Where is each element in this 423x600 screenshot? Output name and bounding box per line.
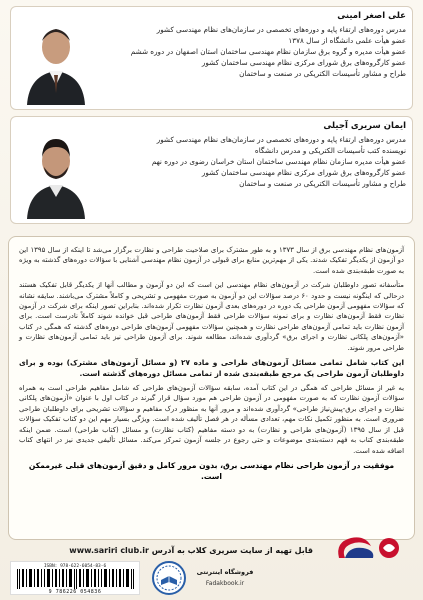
author-card-2: [10, 116, 413, 224]
bookshop-badge-icon: [150, 560, 188, 596]
isbn-label: ISBN: 978-622-6054-83-6: [43, 564, 107, 569]
shop-domain[interactable]: Fadakbook.ir: [205, 580, 245, 587]
isbn-barcode: [10, 561, 140, 595]
author-2-photo: [19, 127, 93, 219]
shop-name: فروشگاه اینترنتی: [196, 568, 254, 576]
author-1-line-5: طراح و مشاور تأسیسات الکتریکی در صنعت و ساختمان: [239, 69, 406, 78]
author-2-line-4: عضو کارگروه‌های برق شورای مرکزی نظام مهندسی ساختمان کشور: [201, 168, 406, 177]
author-1-line-2: عضو هیأت علمی دانشگاه از سال ۱۳۷۸: [288, 36, 406, 45]
author-2-bio: [96, 121, 406, 189]
author-1-photo: [19, 13, 93, 105]
website-url[interactable]: www.sariri club.ir: [69, 546, 149, 555]
author-card-1: [10, 6, 413, 110]
author-1-line-3: عضو هیأت مدیره و گروه برق سازمان نظام مهندسی ساختمان استان اصفهان در دوره ششم: [130, 47, 406, 56]
website-caption: قابل تهیه از سایت سریری کلاب به آدرس: [151, 546, 313, 555]
author-2-line-3: عضو هیأت مدیره سازمان نظام مهندسی ساختمان استان خراسان رضوی در دوره نهم: [151, 157, 406, 166]
description-panel: [8, 236, 415, 540]
barcode-icon: [15, 569, 135, 589]
author-2-portrait-icon: [19, 127, 93, 219]
online-shop-badge[interactable]: [150, 560, 260, 596]
author-1-portrait-icon: [19, 13, 93, 105]
description-paragraph-1: آزمون‌های نظام مهندسی برق از سال ۱۳۷۳ و به طور مشترک برای صلاحیت طراحی و نظارت برگزار می‌شد تا اینکه از سال ۱۳۹۵ این دو آزمون از یکدیگر تفکیک شدند. یکی از مهم‌ترین منابع برای قبولی در آزمون نظام مهندسی آشنایی با سؤالات دوره‌های گذشته به ویژه به صورت طبقه‌بندی شده است.: [19, 246, 405, 275]
author-2-name: ایمان سریری آجیلی: [323, 121, 406, 131]
author-1-line-1: مدرس دوره‌های ارتقاء پایه و دوره‌های تخصصی در سازمان‌های نظام مهندسی کشور: [156, 25, 406, 34]
author-2-line-5: طراح و مشاور تأسیسات الکتریکی در صنعت و ساختمان: [239, 179, 406, 188]
description-highlight: این کتاب شامل تمامی مسائل آزمون‌های طراحی و ماده ۲۷ (و مسائل آزمون‌های مشترک) بوده و برای داوطلبان آزمون طراحی یک مرجع طبقه‌بندی شده از تمامی مسائل دوره‌های گذشته است.: [19, 358, 405, 379]
author-1-name: علی اصغر امینی: [337, 11, 406, 21]
website-line: [53, 546, 313, 555]
description-paragraph-4: به غیر از مسائل طراحی که همگی در این کتاب آمده، سابقه سؤالات آزمون‌های طراحی که شامل مفاهیم طراحی است به همراه سؤالات آزمون نظارت که به صورت مفهومی در آزمون طراحی هم مورد سؤال قرار گیرند در کتاب اول با عنوان «آزمون‌های پلکانی نظارت و اجرای برق-پیش‌نیاز طراحی» گردآوری شده‌اند و مرور آنها به منظور درک مفاهیم و سؤالات تشریحی برای داوطلبان طراحی ضروری است. به منظور تکمیل نکات مهم، تعدادی مسأله در هر فصل تألیف شده است. ویژگی بسیار مهم این دو کتاب تفکیک سؤالات قبل از سال ۱۳۹۵ (آزمون‌های طراحی و نظارت) به دو دسته مفاهیم (کتاب نظارت) و مسائل (کتاب طراحی) است. ضمن اینکه طبقه‌بندی کتاب به فهم دسته‌بندی موضوعات و حتی رجوع در جلسه آزمون تمرکز می‌کند. مسائل تألیفی جدیدی نیز در انتهای کتاب اضافه شده است.: [19, 384, 404, 455]
description-paragraph-2: متأسفانه تصور داوطلبان شرکت در آزمون‌های نظام مهندسی این است که این دو آزمون و مطالب آنها از یکدیگر قابل تفکیک هستند درحالی که اینگونه نیست و حدود ۶۰ درصد سؤالات این دو آزمون به صورت مفهومی و تشریحی و کاملاً مشترک می‌باشند. سایقه نشانه که سؤالات مفهومی آزمون طراحی یک دوره در دوره‌های بعدی آزمون نظارت تکرار شده‌اند. بنابراین تصور اینکه برای شرکت در آزمون نظارت فقط آزمون‌های نظارت و برای نمونه سؤالات طراحی فقط آزمون‌های طراحی قبل خوانده شوند کاملاً نادرست است. برای آزمون نظارت باید تمامی آزمون‌های طراحی نظارت و همچنین سؤالات مفهومی آزمون‌های طراحی دوره‌های گذشته که همگی در کتاب «آزمون‌های پلکانی نظارت و اجرای برق» گردآوری شده‌اند، مطالعه شوند. برای آزمون طراحی نیز باید تمامی آزمون‌های نظارت و طراحی مرور شوند.: [19, 281, 404, 352]
author-1-bio: [96, 11, 406, 79]
publisher-logo-icon: [331, 532, 411, 562]
barcode-digits: 9 786226 054836: [48, 589, 102, 595]
author-2-line-2: نویسنده کتب تأسیسات الکتریکی و مدرس دانشگاه: [254, 146, 406, 155]
author-2-line-1: مدرس دوره‌های ارتقاء پایه و دوره‌های تخصصی در سازمان‌های نظام مهندسی کشور: [156, 135, 406, 144]
author-1-line-4: عضو کارگروه‌های برق شورای مرکزی نظام مهندسی ساختمان کشور: [201, 58, 406, 67]
publisher-logo: [331, 532, 411, 562]
description-conclusion: موفقیت در آزمون طراحی نظام مهندسی برق، بدون مرور کامل و دقیق آزمون‌های قبلی غیرممکن است.: [28, 460, 395, 481]
